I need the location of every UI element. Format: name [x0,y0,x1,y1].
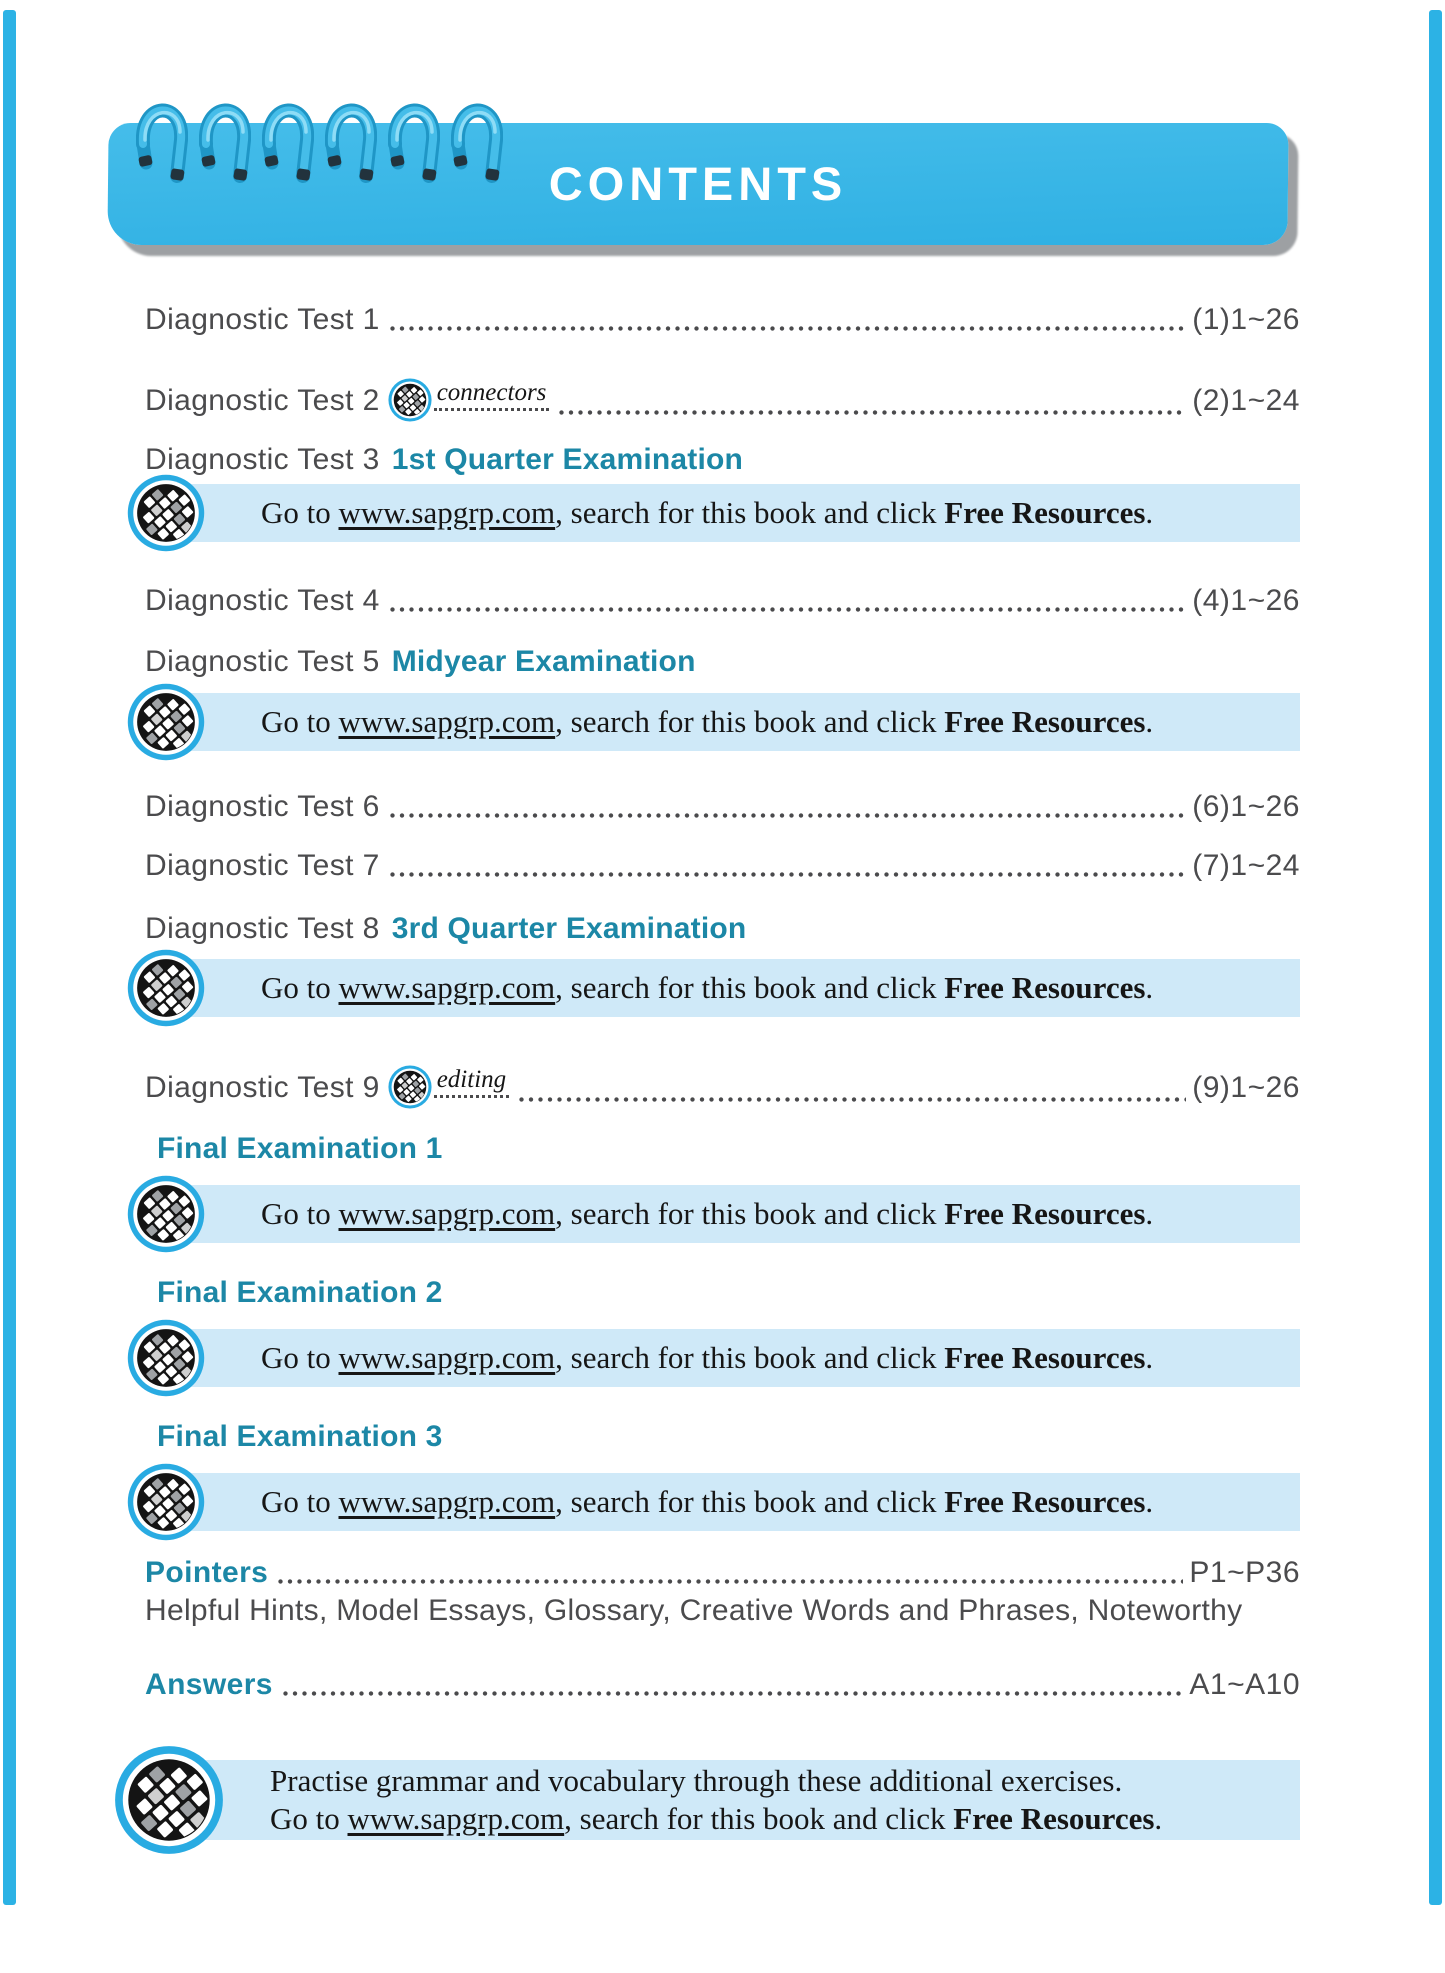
free-resources-label: Free Resources [944,1340,1146,1375]
note-text: . [1145,1484,1154,1519]
free-resources-label: Free Resources [953,1801,1155,1836]
dotted-leader [390,813,1187,819]
toc-item-label: Answers [145,1668,273,1701]
toc-row [145,303,1300,337]
free-resources-icon [127,949,205,1027]
toc-exam-label: Midyear Examination [391,645,696,678]
binder-coil-icon [136,84,188,190]
free-resources-label: Free Resources [944,495,1146,530]
note-text: Go to [261,1484,339,1519]
sapgrp-link[interactable]: www.sapgrp.com [338,495,556,530]
note-text: Go to [270,1801,348,1836]
free-resources-icon [127,683,205,761]
note-text: . [1154,1801,1163,1836]
note-text: . [1145,1340,1154,1375]
spiral-binding [136,84,503,190]
free-resources-note [165,1185,1300,1243]
toc-item-label: Diagnostic Test 5 [145,645,380,678]
toc-exam-label: 1st Quarter Examination [391,443,744,476]
note-text: Go to [261,495,339,530]
toc-exam-label: Final Examination 3 [157,1420,443,1453]
toc-final-heading [145,1132,1300,1166]
toc-page-range: (2)1~24 [1192,384,1300,417]
dotted-leader [278,1579,1183,1585]
toc-sub-label: Helpful Hints, Model Essays, Glossary, Creative Words and Phrases, Noteworthy [145,1594,1243,1627]
resource-instruction [261,1484,1153,1520]
toc-row [145,1668,1300,1702]
binder-coil-icon [325,84,377,190]
note-text: Go to [261,704,339,739]
free-resources-note [165,1329,1300,1387]
toc-item-label: Diagnostic Test 3 [145,443,380,476]
page-edge-left [3,10,16,1905]
toc-row [145,1556,1300,1590]
toc-row [145,912,1300,946]
dotted-leader [390,872,1187,878]
resource-instruction [261,495,1153,531]
toc-row [145,584,1300,618]
free-resources-icon [127,1175,205,1253]
toc-page-range: (1)1~26 [1192,303,1300,336]
sapgrp-link[interactable]: www.sapgrp.com [347,1801,565,1836]
free-resources-label: Free Resources [944,1196,1146,1231]
note-text: , search for this book and click [555,970,945,1005]
note-text: , search for this book and click [555,495,945,530]
toc-final-heading [145,1420,1300,1454]
sapgrp-link[interactable]: www.sapgrp.com [338,704,556,739]
note-text: . [1145,495,1154,530]
toc-list [145,303,1300,1840]
binder-coil-icon [199,84,251,190]
toc-item-label: Diagnostic Test 8 [145,912,380,945]
note-text: , search for this book and click [555,704,945,739]
free-resources-note [165,1473,1300,1531]
dotted-leader [390,607,1187,613]
toc-item-label: Diagnostic Test 1 [145,303,380,336]
sapgrp-link[interactable]: www.sapgrp.com [338,970,556,1005]
sapgrp-link[interactable]: www.sapgrp.com [338,1340,556,1375]
toc-page-range: P1~P36 [1189,1556,1300,1589]
toc-exam-label: Final Examination 2 [157,1276,443,1309]
note-text: Go to [261,1340,339,1375]
free-resources-label: Free Resources [944,1484,1146,1519]
toc-item-label: Diagnostic Test 4 [145,584,380,617]
resource-instruction [270,1800,1162,1838]
dotted-leader [390,326,1187,332]
dotted-leader [559,410,1186,416]
binder-coil-icon [262,84,314,190]
toc-page-range: (9)1~26 [1192,1071,1300,1104]
free-resources-label: Free Resources [944,970,1146,1005]
note-text: . [1145,704,1154,739]
toc-final-heading [145,1276,1300,1310]
binder-coil-icon [451,84,503,190]
note-text: . [1145,970,1154,1005]
note-text: , search for this book and click [555,1340,945,1375]
toc-row [145,645,1300,679]
free-resources-note [165,484,1300,542]
note-text: . [1145,1196,1154,1231]
toc-row [145,1053,1300,1108]
note-text: Go to [261,1196,339,1231]
page-edge-right [1429,10,1442,1905]
sapgrp-link[interactable]: www.sapgrp.com [338,1484,556,1519]
free-resources-icon [127,1319,205,1397]
free-resources-note [165,693,1300,751]
toc-item-tag: connectors [434,379,550,411]
dotted-leader [519,1097,1186,1103]
note-text: , search for this book and click [564,1801,954,1836]
toc-page-range: A1~A10 [1189,1668,1300,1701]
toc-row [145,849,1300,883]
toc-item-label: Diagnostic Test 2 [145,384,380,417]
toc-page-range: (6)1~26 [1192,790,1300,823]
toc-page-range: (4)1~26 [1192,584,1300,617]
resource-instruction [261,1196,1153,1232]
toc-exam-label: 3rd Quarter Examination [391,912,747,945]
free-resources-label: Free Resources [944,704,1146,739]
toc-item-label: Diagnostic Test 7 [145,849,380,882]
free-resources-icon [388,378,432,422]
toc-exam-label: Final Examination 1 [157,1132,443,1165]
practice-line: Practise grammar and vocabulary through these additional exercises. [270,1763,1123,1798]
resource-instruction [261,704,1153,740]
toc-row [145,443,1300,477]
free-resources-icon [388,1065,432,1109]
free-resources-icon [114,1745,224,1855]
practice-note-text [270,1762,1162,1838]
toc-row [145,790,1300,824]
binder-coil-icon [388,84,440,190]
toc-row [145,366,1300,421]
toc-page-range: (7)1~24 [1192,849,1300,882]
note-text: , search for this book and click [555,1484,945,1519]
sapgrp-link[interactable]: www.sapgrp.com [338,1196,556,1231]
resource-instruction [261,1340,1153,1376]
note-text: Go to [261,970,339,1005]
resource-instruction [261,970,1153,1006]
page-title: CONTENTS [548,157,848,210]
toc-item-label: Diagnostic Test 6 [145,790,380,823]
note-text: , search for this book and click [555,1196,945,1231]
practice-note-banner [171,1760,1300,1840]
free-resources-icon [127,474,205,552]
toc-item-label: Diagnostic Test 9 [145,1071,380,1104]
free-resources-icon [127,1463,205,1541]
toc-item-tag: editing [434,1066,509,1098]
dotted-leader [283,1691,1184,1697]
toc-item-label: Pointers [145,1556,269,1589]
free-resources-note [165,959,1300,1017]
